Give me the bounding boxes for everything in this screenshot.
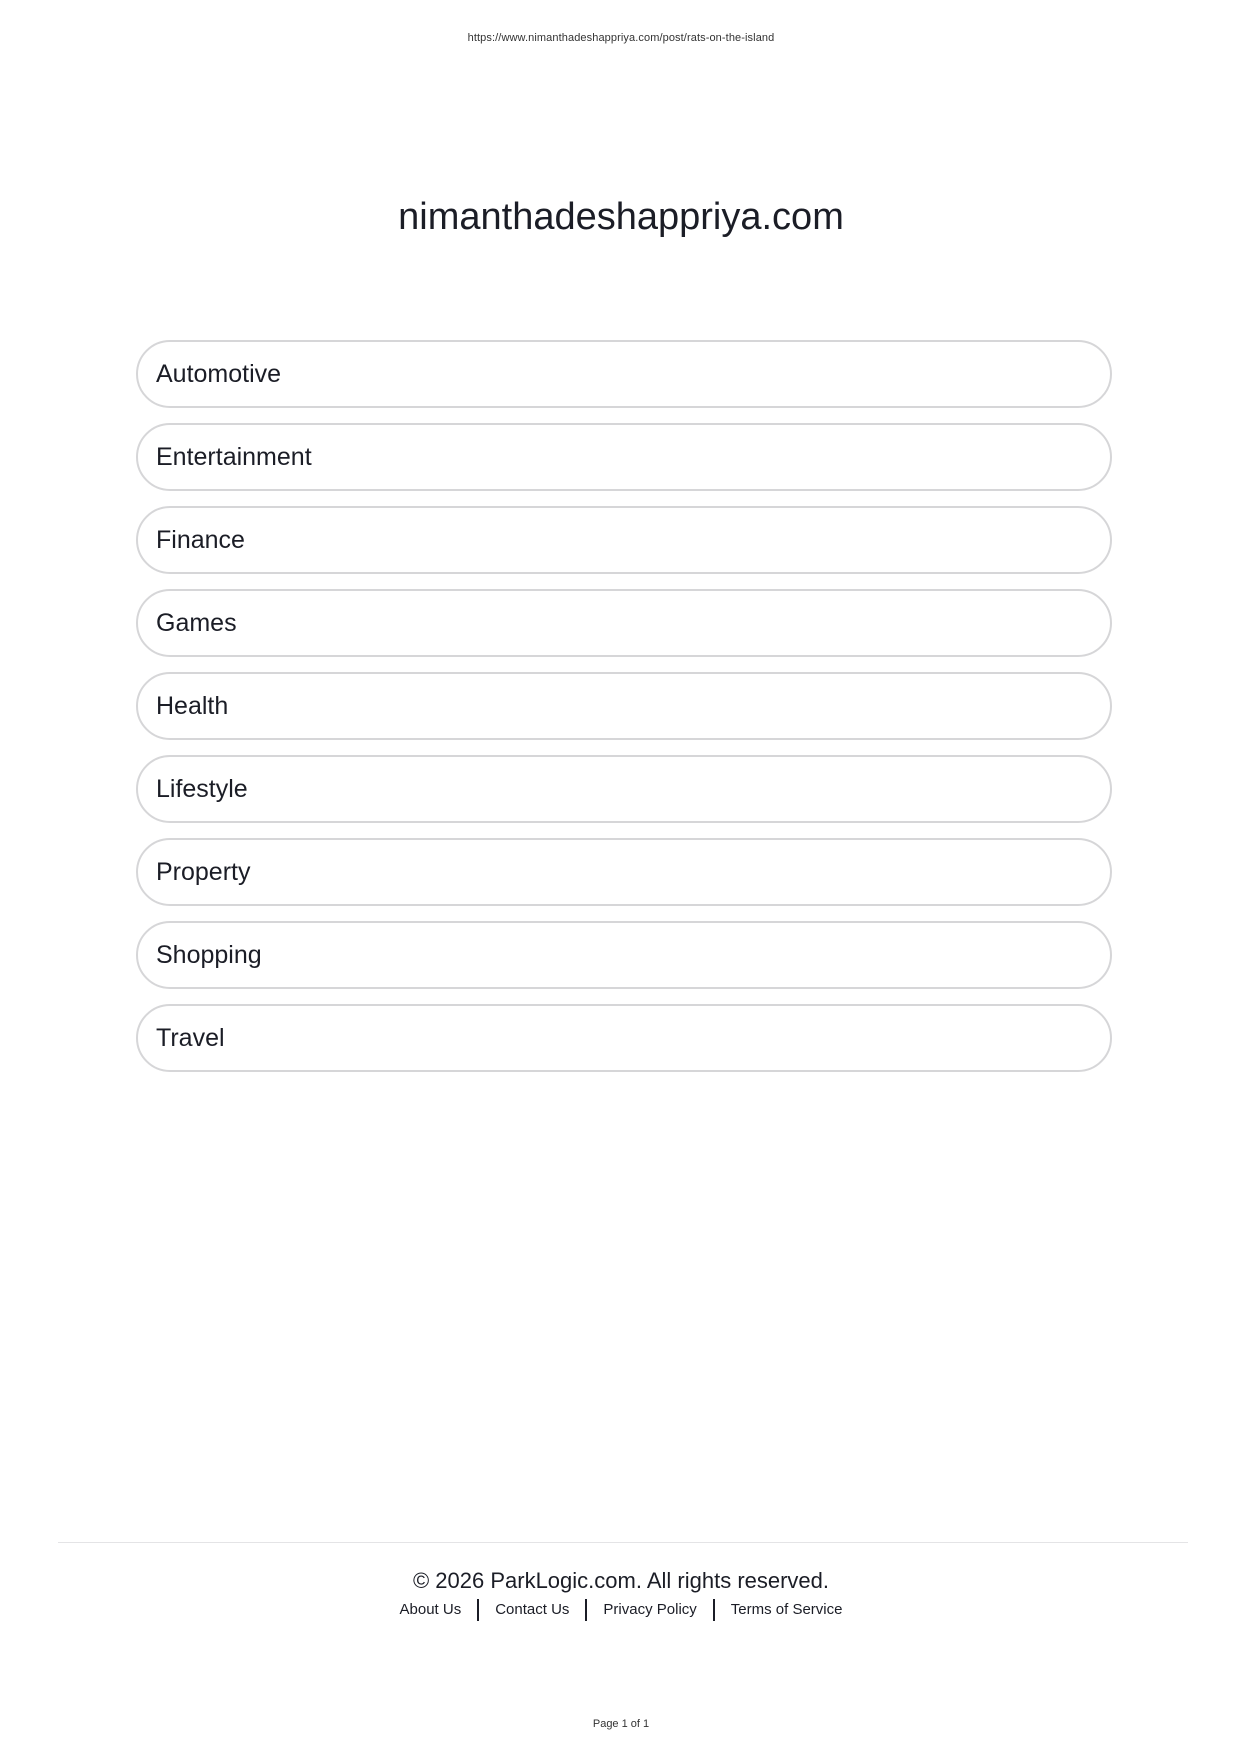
footer-copyright: © 2026 ParkLogic.com. All rights reserved.: [412, 1568, 830, 1593]
category-automotive[interactable]: Automotive: [136, 340, 1112, 408]
category-shopping[interactable]: Shopping: [136, 921, 1112, 989]
print-header-url: https://www.nimanthadeshappriya.com/post/rats-on-the-island: [467, 32, 775, 44]
category-travel[interactable]: Travel: [136, 1004, 1112, 1072]
category-health[interactable]: Health: [136, 672, 1112, 740]
footer-link-terms-of-service[interactable]: Terms of Service: [730, 1601, 843, 1618]
footer-divider: [58, 1542, 1188, 1543]
footer-links: [0, 1599, 1242, 1621]
category-games[interactable]: Games: [136, 589, 1112, 657]
footer-link-privacy-policy[interactable]: Privacy Policy: [603, 1601, 697, 1618]
category-entertainment[interactable]: Entertainment: [136, 423, 1112, 491]
category-list: [136, 340, 1112, 1087]
site-title: nimanthadeshappriya.com: [398, 196, 844, 238]
footer-link-contact-us[interactable]: Contact Us: [495, 1601, 570, 1618]
print-page-number: Page 1 of 1: [592, 1718, 650, 1730]
category-property[interactable]: Property: [136, 838, 1112, 906]
category-lifestyle[interactable]: Lifestyle: [136, 755, 1112, 823]
category-finance[interactable]: Finance: [136, 506, 1112, 574]
footer-link-about-us[interactable]: About Us: [399, 1601, 462, 1618]
